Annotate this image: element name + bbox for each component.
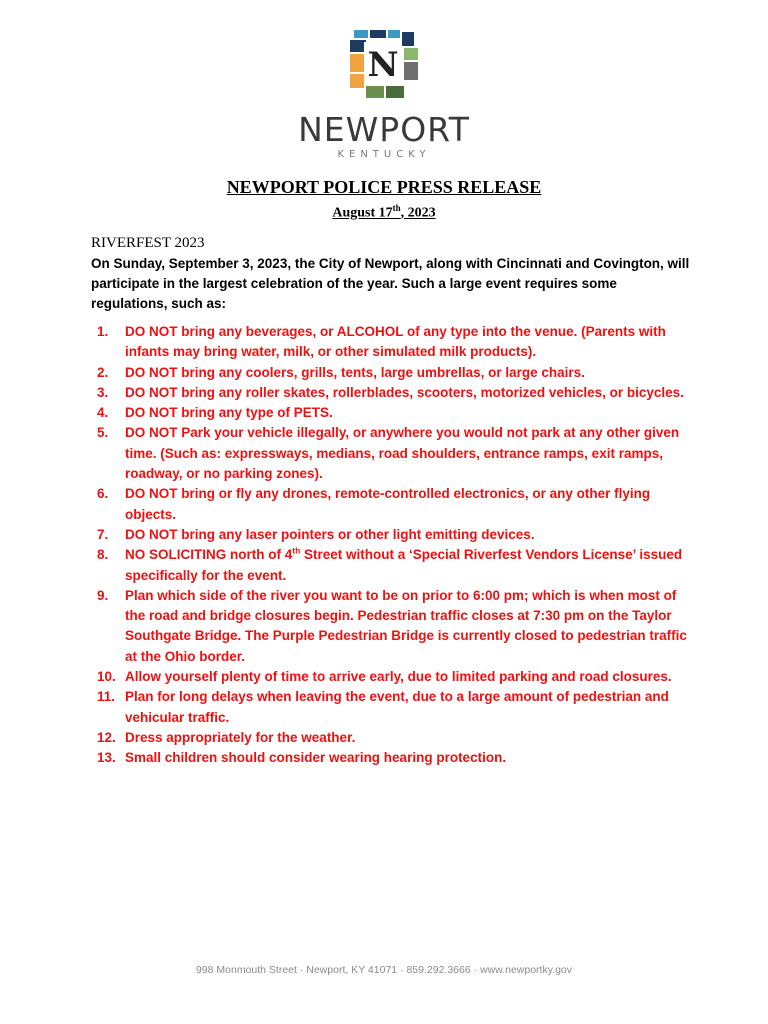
list-item [97, 322, 697, 363]
list-item [97, 383, 697, 403]
section-title: RIVERFEST 2023 [91, 235, 205, 251]
date-year: , 2023 [400, 205, 436, 221]
list-text: Dress appropriately for the weather. [125, 729, 356, 745]
list-item [97, 687, 697, 728]
list-item [97, 545, 697, 586]
list-item [97, 586, 697, 667]
list-number: 10. [97, 669, 116, 685]
footer-contact: 998 Monmouth Street · Newport, KY 41071 · 859.292.3666 · www.newportky.gov [195, 964, 573, 976]
list-number: 11. [97, 689, 116, 705]
list-text-sup: th [292, 545, 301, 556]
list-number: 2. [97, 364, 109, 380]
list-item [97, 484, 697, 525]
date-main: August 17 [332, 205, 393, 221]
list-item [97, 423, 697, 484]
list-text: Allow yourself plenty of time to arrive early, due to limited parking and road closures. [125, 669, 672, 685]
list-item [97, 403, 697, 423]
list-number: 5. [97, 425, 109, 441]
logo-subtitle: KENTUCKY [337, 149, 431, 160]
logo-letter: N [367, 45, 399, 85]
rules-list [97, 322, 697, 769]
list-number: 8. [97, 547, 109, 563]
list-item [97, 667, 697, 687]
newport-logo-mark [348, 28, 420, 100]
list-text: DO NOT bring any beverages, or ALCOHOL of any type into the venue. (Parents with infants may bring water, milk, or other simulated milk products). [125, 324, 666, 360]
date-sup: th [392, 203, 401, 213]
list-text: Plan for long delays when leaving the event, due to a large amount of pedestrian and vehicular traffic. [125, 689, 669, 725]
list-number: 12. [97, 729, 116, 745]
list-item [97, 525, 697, 545]
list-text: DO NOT bring or fly any drones, remote-controlled electronics, or any other flying objects. [125, 486, 651, 522]
list-text: NO SOLICITING north of 4 [125, 547, 293, 563]
list-text: DO NOT bring any type of PETS. [125, 405, 333, 421]
list-text: DO NOT bring any roller skates, rollerblades, scooters, motorized vehicles, or bicycles. [125, 384, 684, 400]
list-text: DO NOT bring any laser pointers or other light emitting devices. [125, 526, 535, 542]
intro-paragraph: On Sunday, September 3, 2023, the City of Newport, along with Cincinnati and Covington, will participate in the largest celebration of the year. Such a large event requires some regulations, such as: [91, 256, 690, 311]
list-item [97, 728, 697, 748]
list-text: Street without a ‘Special Riverfest Vendors License’ issued specifically for the event. [125, 547, 683, 583]
list-number: 3. [97, 384, 109, 400]
list-text: Plan which side of the river you want to be on prior to 6:00 pm; which is when most of the road and bridge closures begin. Pedestrian traffic closes at 7:30 pm on the Taylor Southgate Bridge. The Purple Pedestrian Bridge is currently closed to pedestrian traffic at the Ohio border. [125, 587, 687, 664]
newport-logo [280, 24, 488, 164]
list-number: 9. [97, 587, 109, 603]
list-text: DO NOT bring any coolers, grills, tents, large umbrellas, or large chairs. [125, 364, 585, 380]
release-date [0, 199, 768, 223]
list-item [97, 748, 697, 768]
list-text: Small children should consider wearing hearing protection. [125, 750, 507, 766]
list-number: 7. [97, 526, 109, 542]
logo-name: NEWPORT [298, 110, 470, 149]
list-number: 1. [97, 324, 109, 339]
list-number: 13. [97, 750, 116, 766]
page-title: NEWPORT POLICE PRESS RELEASE [226, 177, 542, 197]
list-text: DO NOT Park your vehicle illegally, or anywhere you would not park at any other given time. (Such as: expressways, medians, road shoulders, entrance ramps, exit ramps, roadway, or no parking zones). [125, 425, 680, 482]
list-number: 6. [97, 486, 109, 502]
list-number: 4. [97, 405, 109, 421]
list-item [97, 363, 697, 383]
